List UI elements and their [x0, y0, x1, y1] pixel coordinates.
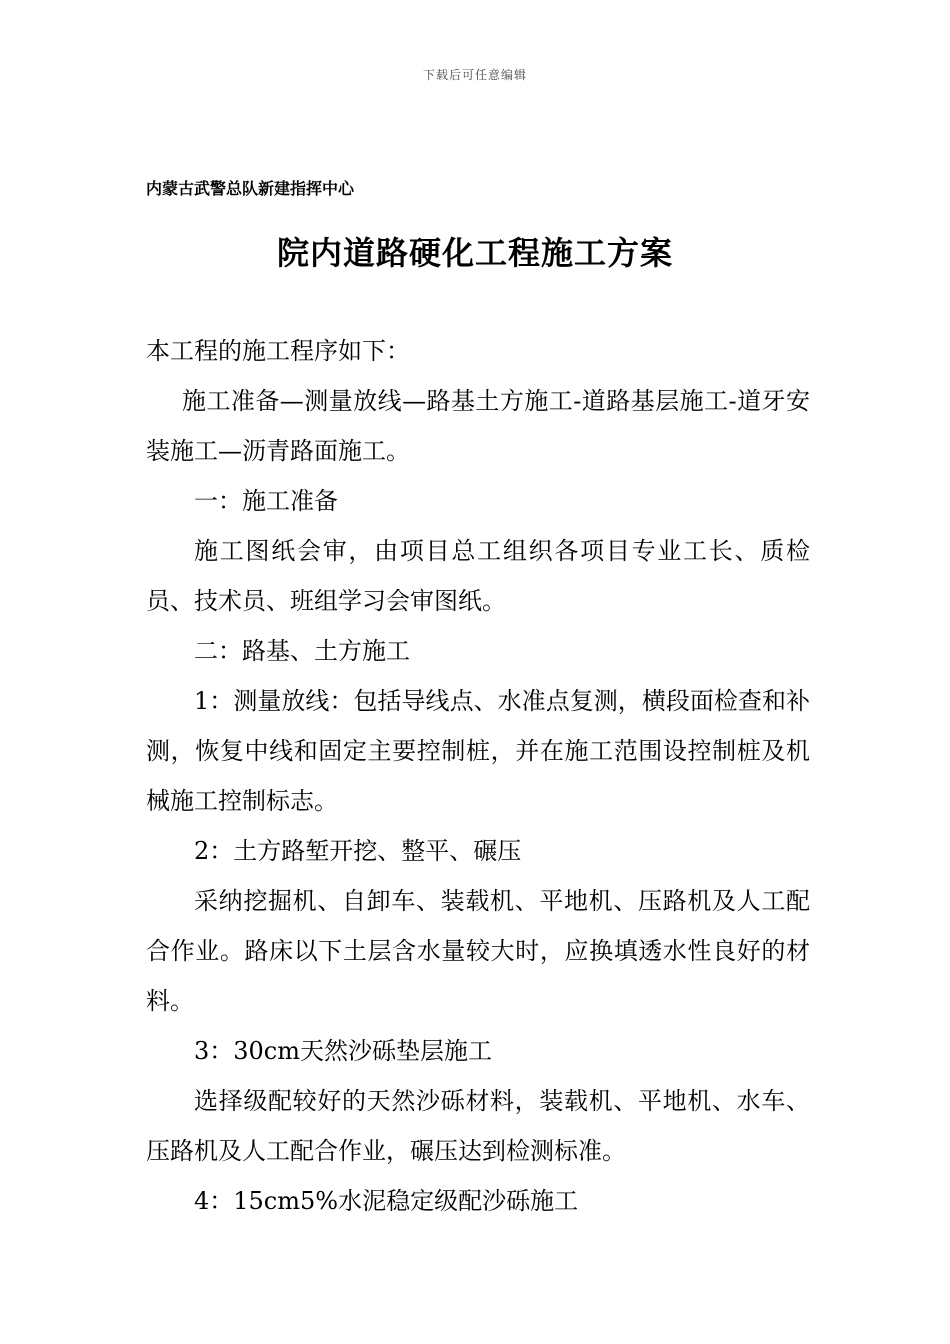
document-title: 院内道路硬化工程施工方案: [276, 234, 673, 272]
section-heading-prep: 一：施工准备: [194, 487, 338, 515]
subheading-gravel-cushion: 3：30cm天然沙砾垫层施工: [194, 1037, 493, 1065]
subheading-cement-gravel: 4：15cm5%水泥稳定级配沙砾施工: [194, 1187, 579, 1215]
page-header-note: 下载后可任意编辑: [422, 68, 527, 82]
section-heading-subgrade: 二：路基、土方施工: [194, 637, 410, 665]
paragraph-gravel-cushion: 选择级配较好的天然沙砾材料，装载机、平地机、水车、压路机及人工配合作业，碾压达到检测标准。: [146, 1087, 810, 1165]
paragraph-survey: 1：测量放线：包括导线点、水准点复测，横段面检查和补测，恢复中线和固定主要控制桩，并在施工范围设控制桩及机械施工控制标志。: [146, 687, 810, 815]
paragraph-intro: 本工程的施工程序如下：: [146, 337, 410, 365]
subheading-excavation: 2：土方路堑开挖、整平、碾压: [194, 837, 522, 865]
organization-name: 内蒙古武警总队新建指挥中心: [146, 179, 355, 198]
paragraph-drawing-review: 施工图纸会审，由项目总工组织各项目专业工长、质检员、技术员、班组学习会审图纸。: [146, 537, 810, 615]
paragraph-excavation: 采纳挖掘机、自卸车、装载机、平地机、压路机及人工配合作业。路床以下土层含水量较大时，应换填透水性良好的材料。: [146, 887, 810, 1015]
paragraph-sequence: 施工准备—测量放线—路基土方施工-道路基层施工-道牙安装施工—沥青路面施工。: [146, 387, 810, 465]
document-body: [146, 326, 810, 1226]
